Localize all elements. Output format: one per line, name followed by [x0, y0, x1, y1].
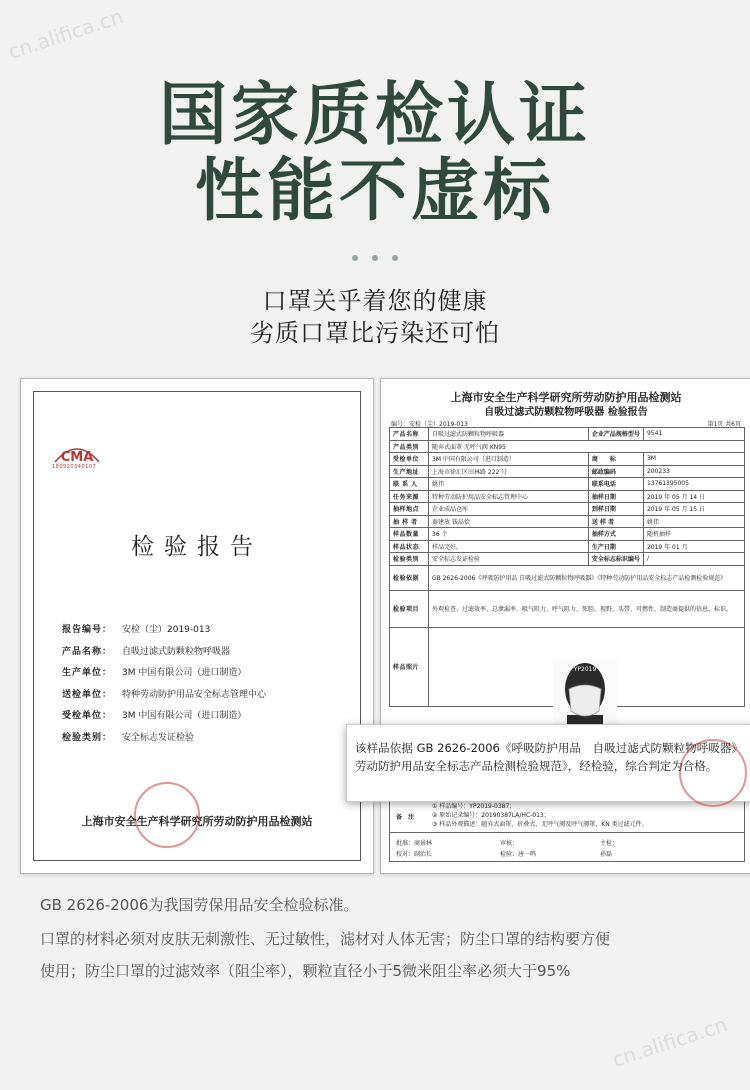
field-label: 送检单位： — [62, 689, 113, 700]
certificate-field — [62, 620, 266, 642]
svg-text:YP2019: YP2019 — [573, 666, 597, 673]
field-value: 安全标志发证检验 — [122, 732, 195, 743]
dot-icon — [352, 255, 358, 261]
subtitle-line1: 口罩关乎着您的健康 — [262, 287, 488, 315]
certificate-field — [62, 706, 266, 728]
table-cell: 抽样地点 — [390, 503, 429, 516]
field-value: 3M 中国有限公司（进口制造） — [122, 668, 247, 678]
certificate-field — [62, 663, 266, 685]
table-cell: 3M — [643, 453, 744, 466]
cma-number: 180920340107 — [52, 464, 97, 470]
svg-text:CMA: CMA — [60, 450, 94, 464]
table-row — [390, 528, 745, 541]
sign-main-name: 孙磊 — [600, 851, 613, 858]
table-cell: 样品照片 — [390, 627, 429, 706]
table-cell: GB 2626-2006《呼吸防护用品 自吸过滤式防颗粒物呼吸器》《特种劳动防护用品安全标志产品检测检验规范》 — [429, 565, 745, 590]
table-cell: 安全标志标识编号 — [588, 553, 643, 566]
remark-item: ② 原始记录编号：20190387LA/HC-013； — [432, 812, 550, 819]
table-row — [390, 515, 745, 528]
table-cell: 200233 — [643, 465, 744, 478]
table-cell: 3M 中国有限公司（进口制造） — [429, 453, 589, 466]
sign-approve: 批准：商景林 — [396, 840, 433, 847]
table-cell: / — [643, 553, 744, 566]
table-cell: 姚伟 — [643, 515, 744, 528]
table-cell: 产品类别 — [390, 440, 429, 453]
table-cell: 抽样日期 — [588, 490, 643, 503]
table-cell: 随弃式面罩 无呼气阀 KN95 — [429, 440, 745, 453]
certificate-field — [62, 728, 266, 750]
table-cell: 自吸过滤式防颗粒物呼吸器 — [429, 428, 589, 441]
table-row — [390, 490, 745, 503]
sample-photo — [553, 659, 617, 729]
watermark: cn.alifica.cn — [609, 1012, 731, 1072]
table-cell: 2019 年 05 月 15 日 — [643, 503, 744, 516]
table-cell: 生产日期 — [588, 540, 643, 553]
field-value: 3M 中国有限公司（进口制造） — [122, 711, 247, 721]
table-row — [390, 453, 745, 466]
table-cell: 2019 年 01 月 — [643, 540, 744, 553]
table-cell: 样品状态 — [390, 540, 429, 553]
table-cell: 企业成品仓库 — [429, 503, 589, 516]
table-cell: 到样日期 — [588, 503, 643, 516]
table-cell: 联 系 人 — [390, 478, 429, 491]
field-label: 报告编号： — [62, 625, 113, 635]
table-row — [390, 553, 745, 566]
remarks-box — [389, 799, 745, 833]
dot-icon — [392, 255, 398, 261]
certificate-border — [33, 391, 361, 861]
report-issuer-title: 上海市安全生产科学研究所劳动防护用品检测站 — [450, 391, 682, 404]
field-value: 安检（尘）2019-013 — [122, 625, 211, 635]
table-row — [390, 428, 745, 441]
table-cell: 任务来源 — [390, 490, 429, 503]
table-cell: 抽 样 者 — [390, 515, 429, 528]
sign-check: 校对：副治长 — [396, 851, 433, 858]
report-number: 编号：安检（尘）2019-013 — [391, 421, 468, 428]
dot-icon — [372, 255, 378, 261]
sign-review: 审核： — [500, 840, 519, 847]
field-value: 自吸过滤式防颗粒物呼吸器 — [122, 646, 231, 657]
issuer-name: 上海市安全生产科学研究所劳动防护用品检测站 — [81, 815, 313, 828]
field-label: 检验类别： — [62, 732, 113, 743]
sign-main: 主检： — [600, 840, 619, 847]
description-line1: GB 2626-2006为我国劳保用品安全检验标准。 — [40, 896, 359, 914]
report-title: 检验报告 — [131, 534, 263, 560]
sign-test: 检验：唐一鸣 — [500, 851, 537, 858]
table-cell: 检验类别 — [390, 553, 429, 566]
page-count: 第1页 共6页 — [707, 421, 741, 428]
table-cell: 2019 年 05 月 14 日 — [643, 490, 744, 503]
table-cell: 商 标 — [588, 453, 643, 466]
table-cell: 邮政编码 — [588, 465, 643, 478]
table-row — [390, 540, 745, 553]
table-cell: 随机抽样 — [643, 528, 744, 541]
remarks-list — [432, 802, 648, 829]
cma-logo — [52, 442, 104, 470]
table-cell: 外观检查、过滤效率、总泄漏率、吸气阻力、呼气阻力、死腔、视野、头带、可燃性、制造商提供的信息、标识。 — [429, 590, 745, 627]
divider-dots — [0, 246, 750, 265]
description-line2: 口罩的材料必须对皮肤无刺激性、无过敏性，滤材对人体无害；防尘口罩的结构要方便 — [40, 930, 611, 948]
table-cell: 上海市徐汇区田林路 222 号 — [429, 465, 589, 478]
table-cell: 13761395005 — [643, 478, 744, 491]
conclusion-text: 该样品依据 GB 2626-2006《呼吸防护用品 自吸过滤式防颗粒物呼吸器》劳动防护用品安全标志产品检测检验规范》，经检验，综合判定为合格。 — [355, 741, 743, 773]
table-row — [390, 590, 745, 627]
headline-line1: 国家质检认证 — [158, 76, 591, 155]
table-cell: 联系电话 — [588, 478, 643, 491]
certificate-field — [62, 642, 266, 664]
table-cell: 检验项目 — [390, 590, 429, 627]
table-cell: 抽样方式 — [588, 528, 643, 541]
table-cell: 送 样 者 — [588, 515, 643, 528]
certificate-fields — [62, 620, 266, 749]
table-cell: 样品数量 — [390, 528, 429, 541]
remark-item: ① 样品编号：YP2019-0387； — [432, 803, 516, 810]
table-row — [390, 465, 745, 478]
conclusion-highlight — [346, 724, 750, 802]
table-cell: 特种劳动防护用品安全标志管理中心 — [429, 490, 589, 503]
table-row — [390, 565, 745, 590]
watermark: cn.alifica.cn — [5, 4, 127, 64]
table-row — [390, 440, 745, 453]
field-label: 产品名称： — [62, 646, 113, 657]
certificate-field — [62, 685, 266, 707]
remarks-label: 备 注 — [396, 814, 415, 821]
mannequin-mask-icon — [553, 659, 617, 729]
field-value: 特种劳动防护用品安全标志管理中心 — [122, 689, 267, 700]
table-cell: 36 个 — [429, 528, 589, 541]
report-footer — [389, 799, 745, 862]
table-cell: 生产地址 — [390, 465, 429, 478]
cma-logo-icon — [52, 442, 102, 464]
table-cell: 企业产品规格型号 — [588, 428, 643, 441]
table-row — [390, 478, 745, 491]
table-cell: 样品完好。 — [429, 540, 589, 553]
table-cell: 姚伟 — [429, 478, 589, 491]
table-cell: 检验依据 — [390, 565, 429, 590]
table-cell: 秦建放 钱晶侩 — [429, 515, 589, 528]
table-cell: 受检单位 — [390, 453, 429, 466]
headline-line2: 性能不虚标 — [194, 152, 555, 231]
signature-box — [389, 833, 745, 862]
field-label: 受检单位： — [62, 711, 113, 721]
table-cell: 9541 — [643, 428, 744, 441]
left-certificate — [20, 378, 374, 874]
table-cell: 产品名称 — [390, 428, 429, 441]
table-cell: 安全标志发证检验 — [429, 553, 589, 566]
table-row — [390, 503, 745, 516]
description-line3: 使用；防尘口罩的过滤效率（阻尘率），颗粒直径小于5微米阻尘率必须大于95% — [40, 962, 571, 980]
remark-item: ③ 样品外观描述：随弃式面罩、折叠式、无呼气阀及呼气阀罩、KN 类过滤元件。 — [432, 821, 648, 828]
field-label: 生产单位： — [62, 668, 113, 678]
report-subtitle: 自吸过滤式防颗粒物呼吸器 检验报告 — [484, 407, 648, 418]
subtitle-line2: 劣质口罩比污染还可怕 — [250, 319, 500, 347]
